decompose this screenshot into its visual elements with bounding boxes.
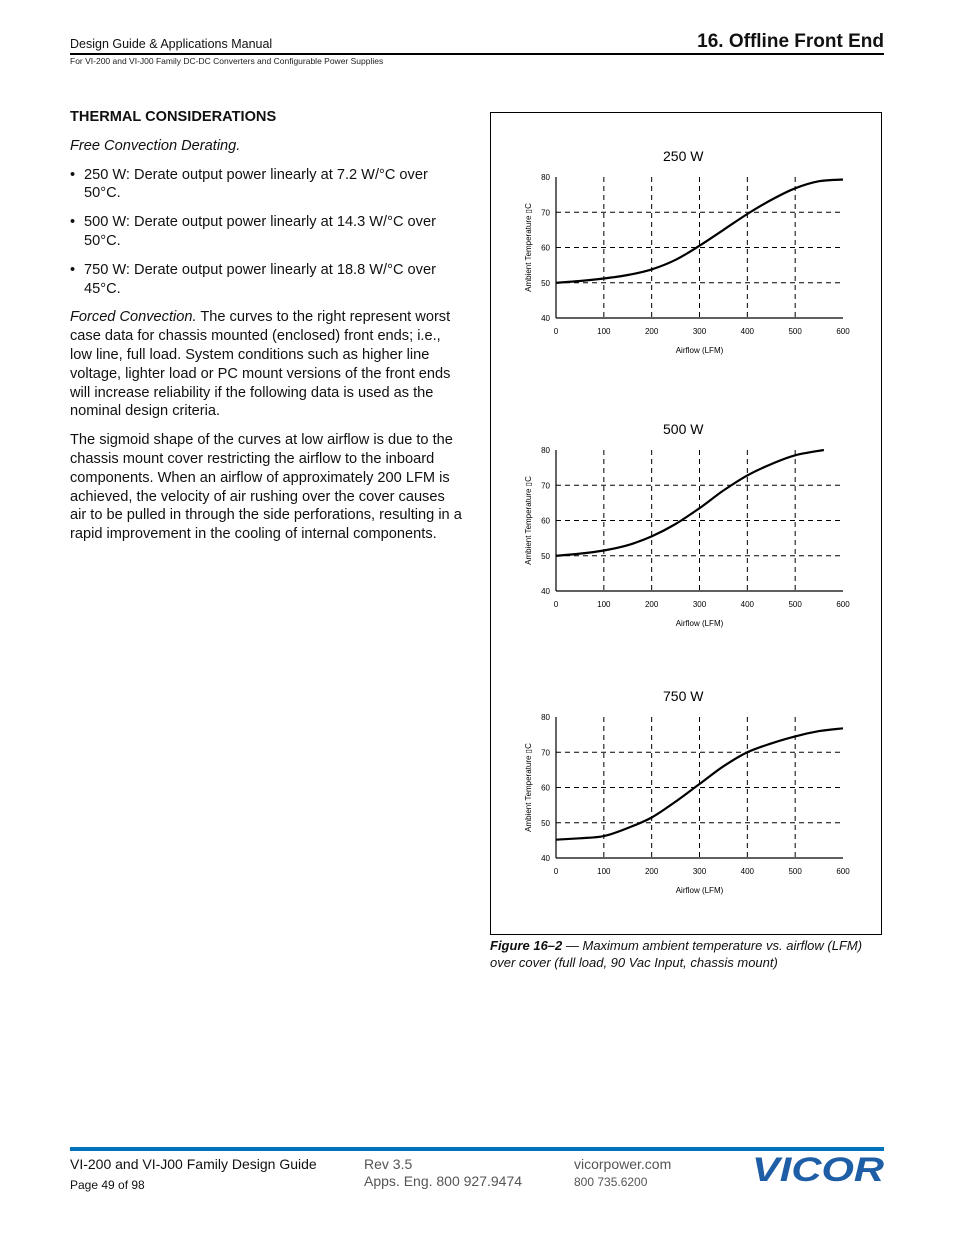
y-tick-label: 60	[541, 516, 550, 526]
chart-500w	[491, 416, 881, 676]
y-tick-label: 70	[541, 481, 550, 491]
footer-guide-title: VI-200 and VI-J00 Family Design Guide	[70, 1156, 317, 1172]
x-tick-label: 600	[836, 327, 850, 336]
x-tick-label: 500	[788, 867, 802, 876]
footer-phone: 800 735.6200	[574, 1175, 648, 1189]
figure-caption	[490, 937, 890, 971]
vicor-logo	[752, 1150, 886, 1186]
footer-apps-phone: Apps. Eng. 800 927.9474	[364, 1173, 523, 1189]
y-axis-label: Ambient Temperature ▯C	[524, 203, 533, 292]
x-tick-label: 100	[597, 327, 611, 336]
x-tick-label: 300	[692, 327, 707, 336]
y-tick-label: 80	[541, 173, 550, 182]
chart-250w	[491, 143, 881, 403]
y-tick-label: 60	[541, 783, 550, 793]
derating-bullet	[70, 261, 462, 299]
page-number: Page 49 of 98	[70, 1178, 145, 1192]
x-axis-label: Airflow (LFM)	[675, 886, 724, 895]
x-tick-label: 0	[553, 600, 559, 609]
figure-frame	[490, 112, 882, 935]
x-tick-label: 400	[740, 867, 755, 876]
free-convection-heading: Free Convection Derating.	[70, 137, 241, 154]
x-tick-label: 500	[788, 327, 802, 336]
bullet-text: 250 W: Derate output power linearly at 7.2 W/°C over 50°C.	[84, 166, 428, 202]
y-tick-label: 40	[541, 587, 550, 596]
forced-convection-paragraph	[70, 308, 462, 421]
x-tick-label: 0	[553, 867, 559, 876]
y-tick-label: 40	[541, 854, 550, 863]
y-tick-label: 50	[541, 551, 550, 561]
x-tick-label: 0	[553, 327, 559, 336]
figure-label: Figure 16–2	[490, 938, 563, 953]
section-heading: THERMAL CONSIDERATIONS	[70, 109, 277, 125]
manual-title: Design Guide & Applications Manual	[70, 37, 273, 51]
series-line	[556, 450, 824, 556]
x-tick-label: 400	[740, 600, 755, 609]
x-tick-label: 300	[692, 600, 707, 609]
y-tick-label: 40	[541, 314, 550, 323]
forced-convection-text: The curves to the right represent worst case data for chassis mounted (enclosed) front ends; i.e., low line, full load. System conditions such as higher line voltage, lighter load or PC mount versions of the front ends will increase reliability if the following data is used as the nominal design criteria.	[70, 309, 451, 420]
y-tick-label: 70	[541, 748, 550, 758]
bullet-dot: •	[70, 214, 76, 231]
footer-revision: Rev 3.5	[364, 1156, 413, 1172]
x-tick-label: 500	[788, 600, 802, 609]
figure-caption-text: — Maximum ambient temperature vs. airflow (LFM) over cover (full load, 90 Vac Input, chassis mount)	[490, 938, 863, 970]
chart-title: 750 W	[663, 688, 704, 704]
y-tick-label: 80	[541, 446, 550, 455]
derating-bullet	[70, 166, 462, 204]
y-tick-label: 70	[541, 208, 550, 218]
chapter-title: 16. Offline Front End	[697, 31, 884, 52]
x-axis-label: Airflow (LFM)	[675, 619, 724, 628]
bullet-text: 500 W: Derate output power linearly at 14.3 W/°C over 50°C.	[84, 214, 436, 249]
sigmoid-paragraph: The sigmoid shape of the curves at low airflow is due to the chassis mount cover restricting the airflow to the inboard components. When an airflow of approximately 200 LFM is achieved, the velocity of air rushing over the cover causes air to be pulled in through the side perforations, resulting in a rapid improvement in the cooling of internal components.	[70, 432, 462, 543]
x-tick-label: 200	[644, 327, 659, 336]
footer-website[interactable]: vicorpower.com	[574, 1156, 672, 1172]
chart-title: 250 W	[663, 148, 704, 164]
y-tick-label: 80	[541, 713, 550, 722]
bullet-dot: •	[70, 166, 76, 183]
logo-wordmark: VICOR	[752, 1151, 885, 1186]
y-tick-label: 60	[541, 243, 550, 253]
x-tick-label: 200	[644, 600, 659, 609]
bullet-text: 750 W: Derate output power linearly at 18.8 W/°C over 45°C.	[84, 261, 436, 297]
chart-750w	[491, 683, 881, 943]
manual-subtitle: For VI-200 and VI-J00 Family DC-DC Converters and Configurable Power Supplies	[70, 56, 384, 66]
forced-convection-lead: Forced Convection.	[70, 309, 197, 326]
x-tick-label: 300	[692, 867, 707, 876]
x-tick-label: 400	[740, 327, 755, 336]
x-tick-label: 600	[836, 600, 850, 609]
y-axis-label: Ambient Temperature ▯C	[524, 743, 533, 832]
y-tick-label: 50	[541, 278, 550, 288]
x-tick-label: 600	[836, 867, 850, 876]
header-rule	[70, 53, 884, 55]
derating-bullet	[70, 213, 462, 251]
x-tick-label: 200	[644, 867, 659, 876]
x-tick-label: 100	[597, 867, 611, 876]
bullet-dot: •	[70, 261, 76, 278]
y-tick-label: 50	[541, 818, 550, 828]
body-text-column	[70, 108, 462, 554]
x-tick-label: 100	[597, 600, 611, 609]
chart-title: 500 W	[663, 421, 704, 437]
y-axis-label: Ambient Temperature ▯C	[524, 476, 533, 565]
x-axis-label: Airflow (LFM)	[675, 346, 724, 355]
